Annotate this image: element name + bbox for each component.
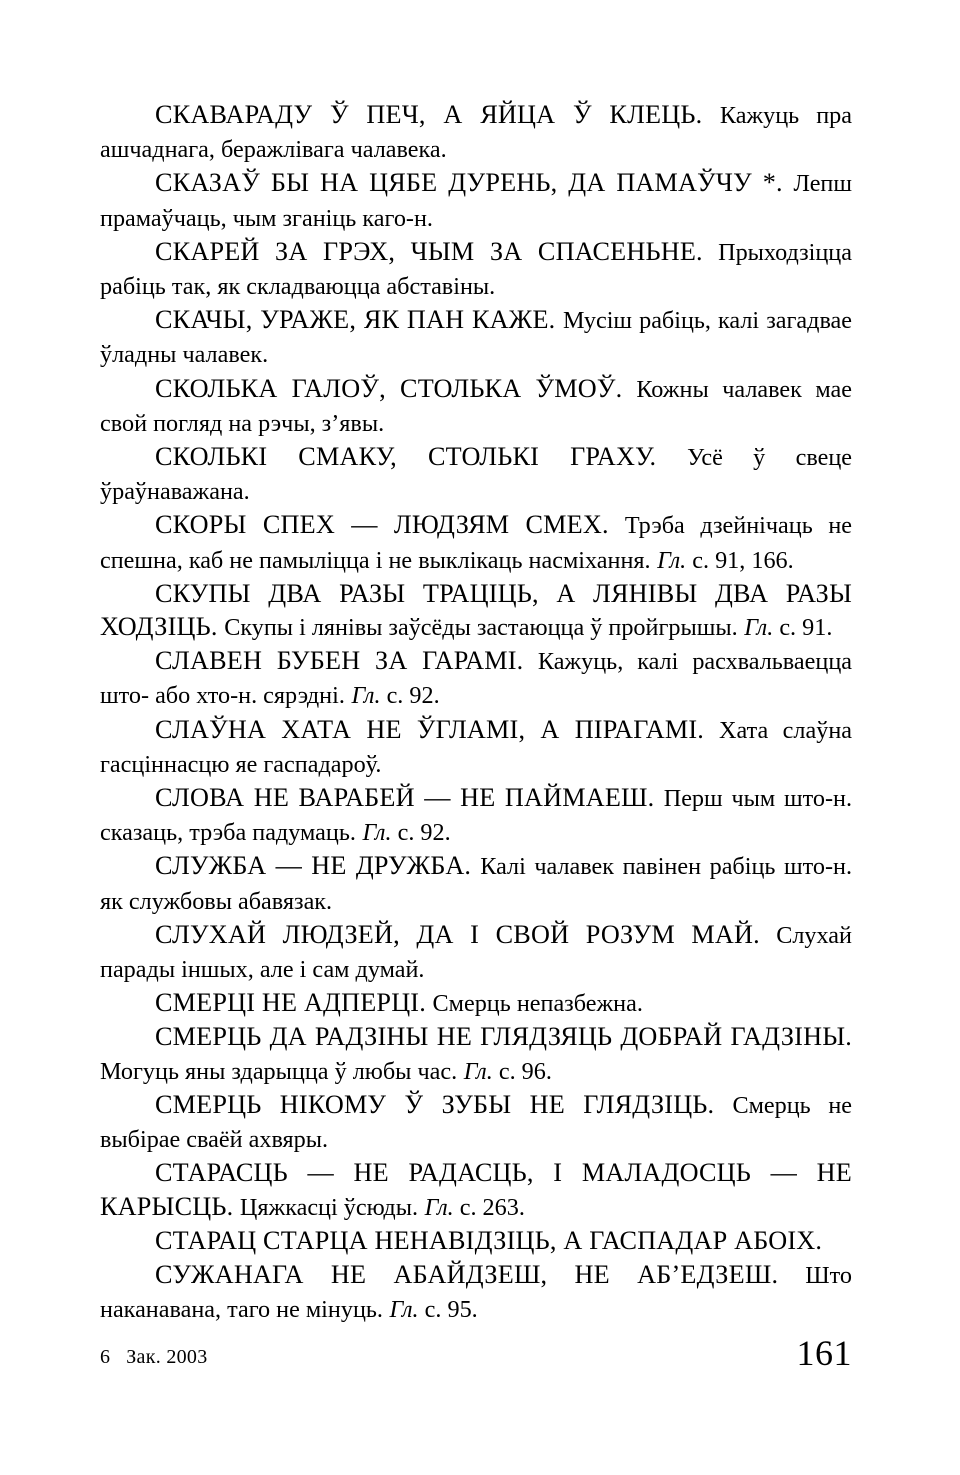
dictionary-entry [100, 235, 852, 303]
entry-crossref: Гл. [362, 819, 392, 847]
entry-headword: СКУПЫ ДВА РАЗЫ ТРАЦІЦЬ, А ЛЯНІВЫ ДВА РАЗЫ ХОДЗІЦЬ. [100, 578, 852, 642]
entry-gloss: Кажуць, калі расхвальваецца што- або хто-н. сярэдні. [100, 648, 853, 710]
entry-gloss: Цяжкасці ўсюды. [239, 1193, 419, 1221]
entry-headword: СМЕРЦЬ ДА РАДЗІНЫ НЕ ГЛЯДЗЯЦЬ ДОБРАЙ ГАДЗІНЫ. [155, 1022, 852, 1052]
dictionary-entry [100, 1156, 852, 1223]
entry-gloss: Усё ў свеце ўраўнаважана. [100, 444, 853, 506]
dictionary-entry [100, 986, 852, 1020]
entry-gloss: Слухай парады іншых, але і сам думай. [100, 921, 852, 984]
entry-gloss: Лепш прамаўчаць, чым зганіць каго-н. [100, 170, 852, 232]
entry-gloss: Смерць непазбежна. [432, 990, 643, 1018]
dictionary-entry [100, 918, 852, 986]
entry-crossref: Гл. [424, 1193, 454, 1221]
entry-crossref-pages: с. 96. [492, 1057, 552, 1085]
entry-headword: СКАРЕЙ ЗА ГРЭХ, ЧЫМ ЗА СПАСЕНЬНЕ. [155, 236, 703, 266]
dictionary-entry [100, 713, 852, 781]
dictionary-entry [100, 372, 852, 440]
dictionary-entry [100, 1088, 852, 1156]
entry-headword: СУЖАНАГА НЕ АБАЙДЗЕШ, НЕ АБ’ЕДЗЕШ. [155, 1259, 779, 1289]
entry-headword: СТАРАЦ СТАРЦА НЕНАВІДЗІЦЬ, А ГАСПАДАР АБОІХ. [155, 1225, 823, 1255]
entry-headword: СКОЛЬКІ СМАКУ, СТОЛЬКІ ГРАХУ. [155, 442, 657, 472]
dictionary-entry [100, 508, 852, 576]
dictionary-entry [100, 98, 852, 166]
entry-headword: СЛОВА НЕ ВАРАБЕЙ — НЕ ПАЙМАЕШ. [155, 783, 655, 813]
entry-headword: СЛАЎНА ХАТА НЕ ЎГЛАМІ, А ПІРАГАМІ. [155, 714, 705, 744]
entry-gloss: Кажуць пра ашчаднага, беражлівага чалавека. [100, 102, 852, 164]
dictionary-entry [100, 1224, 852, 1258]
entry-gloss: Перш чым што-н. сказаць, трэба падумаць. [100, 785, 852, 847]
entry-headword: СМЕРЦЬ НІКОМУ Ў ЗУБЫ НЕ ГЛЯДЗІЦЬ. [155, 1089, 715, 1119]
dictionary-entry [100, 849, 852, 917]
dictionary-entry [100, 303, 852, 371]
entry-crossref-pages: с. 92. [391, 819, 451, 847]
entry-headword: СКАЧЫ, УРАЖЕ, ЯК ПАН КАЖЕ. [155, 305, 556, 335]
page-footer [100, 1333, 852, 1378]
entry-crossref-pages: с. 91, 166. [686, 546, 794, 574]
entry-gloss: Мусіш рабіць, калі загадвае ўладны чалавек. [100, 307, 853, 369]
entry-crossref: Гл. [657, 546, 687, 574]
entry-crossref-pages: с. 92. [380, 682, 440, 710]
entry-gloss: Трэба дзейнічаць не спешна, каб не памыліцца і не выклікаць насміхання. [100, 512, 853, 574]
entry-crossref: Гл. [351, 682, 381, 710]
entry-headword: СЛУХАЙ ЛЮДЗЕЙ, ДА І СВОЙ РОЗУМ МАЙ. [155, 919, 760, 949]
entry-headword: СКАВАРАДУ Ў ПЕЧ, А ЯЙЦА Ў КЛЕЦЬ. [155, 100, 703, 129]
dictionary-entry [100, 440, 852, 508]
entry-gloss: Хата слаўна гасціннасцю яе гаспадароў. [100, 716, 853, 778]
entry-gloss: Прыходзіцца рабіць так, як складваюцца абставіны. [100, 238, 852, 301]
entry-crossref: Гл. [389, 1296, 419, 1324]
entry-gloss: Што наканавана, таго не мінуць. [100, 1261, 852, 1324]
entry-crossref-pages: с. 263. [453, 1193, 525, 1221]
entry-crossref-pages: с. 95. [418, 1296, 478, 1324]
entry-crossref: Гл. [744, 614, 774, 642]
entry-headword: СЛАВЕН БУБЕН ЗА ГАРАМІ. [155, 646, 524, 676]
entry-gloss: Кожны чалавек мае свой погляд на рэчы, з’явы. [100, 375, 853, 437]
entry-headword: СЛУЖБА — НЕ ДРУЖБА. [155, 851, 472, 881]
dictionary-entry [100, 577, 852, 644]
entry-gloss: Смерць не выбірае сваёй ахвяры. [100, 1091, 852, 1154]
entry-crossref: Гл. [463, 1057, 493, 1085]
dictionary-entry [100, 644, 852, 712]
entry-gloss: Калі чалавек павінен рабіць што-н. як службовы абавязак. [100, 853, 853, 915]
entry-gloss: Скупы і лянівы заўсёды застаюцца ў пройгрышы. [224, 614, 738, 642]
entry-headword: СКОЛЬКА ГАЛОЎ, СТОЛЬКА ЎМОЎ. [155, 373, 623, 403]
entry-headword: СКОРЫ СПЕХ — ЛЮДЗЯМ СМЕХ. [155, 510, 609, 540]
dictionary-entry [100, 1258, 852, 1326]
dictionary-entry [100, 1020, 852, 1087]
entry-headword: СТАРАСЦЬ — НЕ РАДАСЦЬ, І МАЛАДОСЦЬ — НЕ КАРЫСЦЬ. [100, 1158, 852, 1221]
entry-headword: СМЕРЦІ НЕ АДПЕРЦІ. [155, 988, 426, 1018]
printing-imprint: 6 Зак. 2003 [100, 1346, 208, 1368]
dictionary-entry [100, 781, 852, 849]
dictionary-entry [100, 166, 852, 234]
entry-list [100, 98, 852, 1326]
entry-crossref-pages: с. 91. [773, 614, 833, 642]
page-number: 161 [796, 1333, 852, 1373]
entry-gloss: Могуць яны здарыцца ў любы час. [100, 1057, 458, 1085]
entry-headword: СКАЗАЎ БЫ НА ЦЯБЕ ДУРЕНЬ, ДА ПАМАЎЧУ *. [155, 168, 783, 198]
